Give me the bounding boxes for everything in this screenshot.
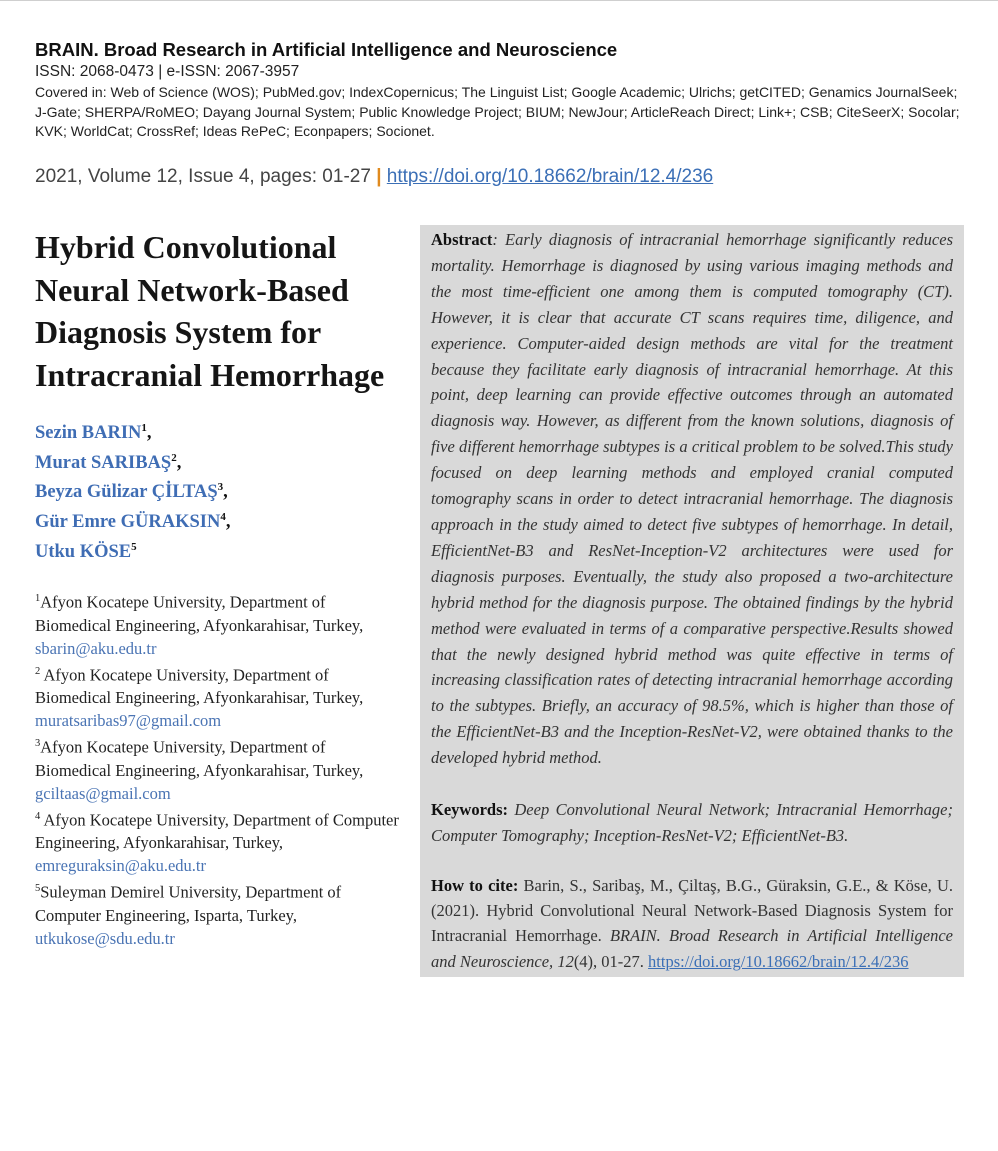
issn-line: ISSN: 2068-0473 | e-ISSN: 2067-3957 — [35, 63, 300, 80]
citation-label: How to cite: — [431, 876, 519, 896]
affiliation — [35, 660, 405, 733]
affiliation-list — [35, 587, 405, 950]
author-separator: , — [176, 452, 182, 473]
affiliation-number: 1 — [35, 593, 41, 605]
author-name[interactable]: Murat SARIBAŞ — [35, 452, 172, 473]
volume-separator: | — [376, 166, 382, 187]
citation-journal: BRAIN. Broad Research in Artificial Intelligence and Neuroscience, — [431, 926, 953, 971]
affiliation-email[interactable]: emreguraksin@aku.edu.tr — [35, 856, 206, 876]
author — [35, 505, 405, 535]
author-affiliation-mark: 2 — [171, 451, 177, 464]
author — [35, 416, 405, 446]
author — [35, 446, 405, 476]
doi-link[interactable]: https://doi.org/10.18662/brain/12.4/236 — [386, 166, 714, 187]
journal-title: BRAIN. Broad Research in Artificial Intelligence and Neuroscience — [35, 39, 618, 60]
citation — [420, 848, 964, 977]
author — [35, 535, 405, 565]
author — [35, 475, 405, 505]
author-separator: , — [225, 512, 231, 533]
author-affiliation-mark: 5 — [131, 540, 137, 553]
author-separator: , — [223, 482, 228, 503]
abstract-text: : Early diagnosis of intracranial hemorrhage significantly reduces mortality. Hemorrhage is diagnosed by using various imaging methods and the most time-efficient one among them is computed tomography (CT). However, it is clear that accurate CT scans requires time, diligence, and experience. Computer-aided design methods are vital for the treatment because they facilitate early diagnosis of intracranial hemorrhage. At this point, deep learning can provide effective outcomes through an automated diagnosis way. However, as different from the known solutions, diagnosis of five different hemorrhage subtypes is a critical problem to be solved.This study focused on deep learning methods and employed cranial computed tomography scans in order to detect intracranial hemorrhage. The diagnosis approach in the study aimed to detect five subtypes of hemorrhage. In detail, EfficientNet-B3 and ResNet-Inception-V2 architectures were used for diagnosis purposes. Eventually, the study also proposed a two-architecture hybrid method for the diagnosis purpose. The obtained findings by the hybrid method were evaluated in terms of a comparative perspective.Results showed that the newly designed hybrid method was quite effective in terms of increasing classification rates of detecting intracranial hemorrhage according to the subtypes. Briefly, an accuracy of 98.5%, which is higher than those of the EfficientNet-B3 and the Inception-ResNet-V2, were obtained thanks to the developed hybrid method. — [431, 230, 953, 768]
author-affiliation-mark: 4 — [220, 510, 226, 523]
affiliation-text: Afyon Kocatepe University, Department of Computer Engineering, Afyonkarahisar, Turkey, — [35, 810, 399, 853]
citation-text: Barin, S., Saribaş, M., Çiltaş, B.G., Güraksin, G.E., & Köse, U. (2021). Hybrid Convolutional Neural Network-Based Diagnosis System for Intracranial Hemorrhage. — [431, 876, 954, 946]
author-name[interactable]: Gür Emre GÜRAKSIN — [35, 512, 221, 533]
volume-line — [35, 166, 713, 188]
keywords — [420, 771, 964, 848]
affiliation-email[interactable]: gciltaas@gmail.com — [35, 783, 171, 803]
citation-issue-pages: (4), 01-27. — [573, 951, 644, 971]
author-name[interactable]: Beyza Gülizar ÇİLTAŞ — [35, 482, 218, 503]
abstract-label: Abstract — [431, 230, 493, 249]
author-list — [35, 416, 405, 564]
title-column — [35, 226, 405, 950]
affiliation-number: 5 — [35, 883, 41, 895]
abstract — [420, 225, 964, 771]
affiliation — [35, 587, 405, 660]
citation-doi-link[interactable]: https://doi.org/10.18662/brain/12.4/236 — [648, 951, 909, 971]
affiliation — [35, 805, 405, 878]
affiliation-email[interactable]: muratsaribas97@gmail.com — [35, 711, 222, 731]
author-separator: , — [146, 423, 152, 444]
affiliation-number: 3 — [35, 738, 41, 750]
affiliation-email[interactable]: utkukose@sdu.edu.tr — [35, 928, 175, 948]
top-rule — [0, 0, 998, 1]
affiliation-text: Afyon Kocatepe University, Department of Biomedical Engineering, Afyonkarahisar, Turkey, — [35, 592, 364, 635]
affiliation — [35, 877, 405, 950]
affiliation-text: Afyon Kocatepe University, Department of Biomedical Engineering, Afyonkarahisar, Turkey, — [35, 737, 364, 780]
affiliation-text: Afyon Kocatepe University, Department of Biomedical Engineering, Afyonkarahisar, Turkey, — [35, 665, 364, 708]
abstract-panel — [420, 225, 964, 977]
keywords-text: Deep Convolutional Neural Network; Intracranial Hemorrhage; Computer Tomography; Inception-ResNet-V2; EfficientNet-B3. — [431, 800, 953, 845]
affiliation-email[interactable]: sbarin@aku.edu.tr — [35, 638, 157, 658]
affiliation-number: 2 — [35, 665, 41, 677]
affiliation-text: Suleyman Demirel University, Department of Computer Engineering, Isparta, Turkey, — [35, 882, 342, 925]
affiliation — [35, 732, 405, 805]
journal-header — [35, 38, 970, 142]
affiliation-number: 4 — [35, 810, 41, 822]
author-name[interactable]: Utku KÖSE — [35, 541, 132, 562]
author-affiliation-mark: 3 — [217, 481, 224, 494]
keywords-label: Keywords: — [431, 800, 508, 820]
author-name[interactable]: Sezin BARIN — [35, 423, 142, 444]
citation-volume: 12 — [557, 951, 574, 971]
paper-title: Hybrid Convolutional Neural Network-Based Diagnosis System for Intracranial Hemorrhage — [35, 229, 385, 393]
author-affiliation-mark: 1 — [141, 422, 147, 434]
indexing-list: Covered in: Web of Science (WOS); PubMed.gov; IndexCopernicus; The Linguist List; Google Academic; Ulrichs; getCITED; Genamics JournalSeek; J-Gate; SHERPA/RoMEO; Dayang Journal System; Public Knowledge Project; BIUM; NewJour; ArticleReach Direct; Link+; CSB; CiteSeerX; Socolar; KVK; WorldCat; CrossRef; Ideas RePeC; Econpapers; Socionet. — [35, 84, 960, 139]
volume-info: 2021, Volume 12, Issue 4, pages: 01-27 — [35, 166, 371, 187]
